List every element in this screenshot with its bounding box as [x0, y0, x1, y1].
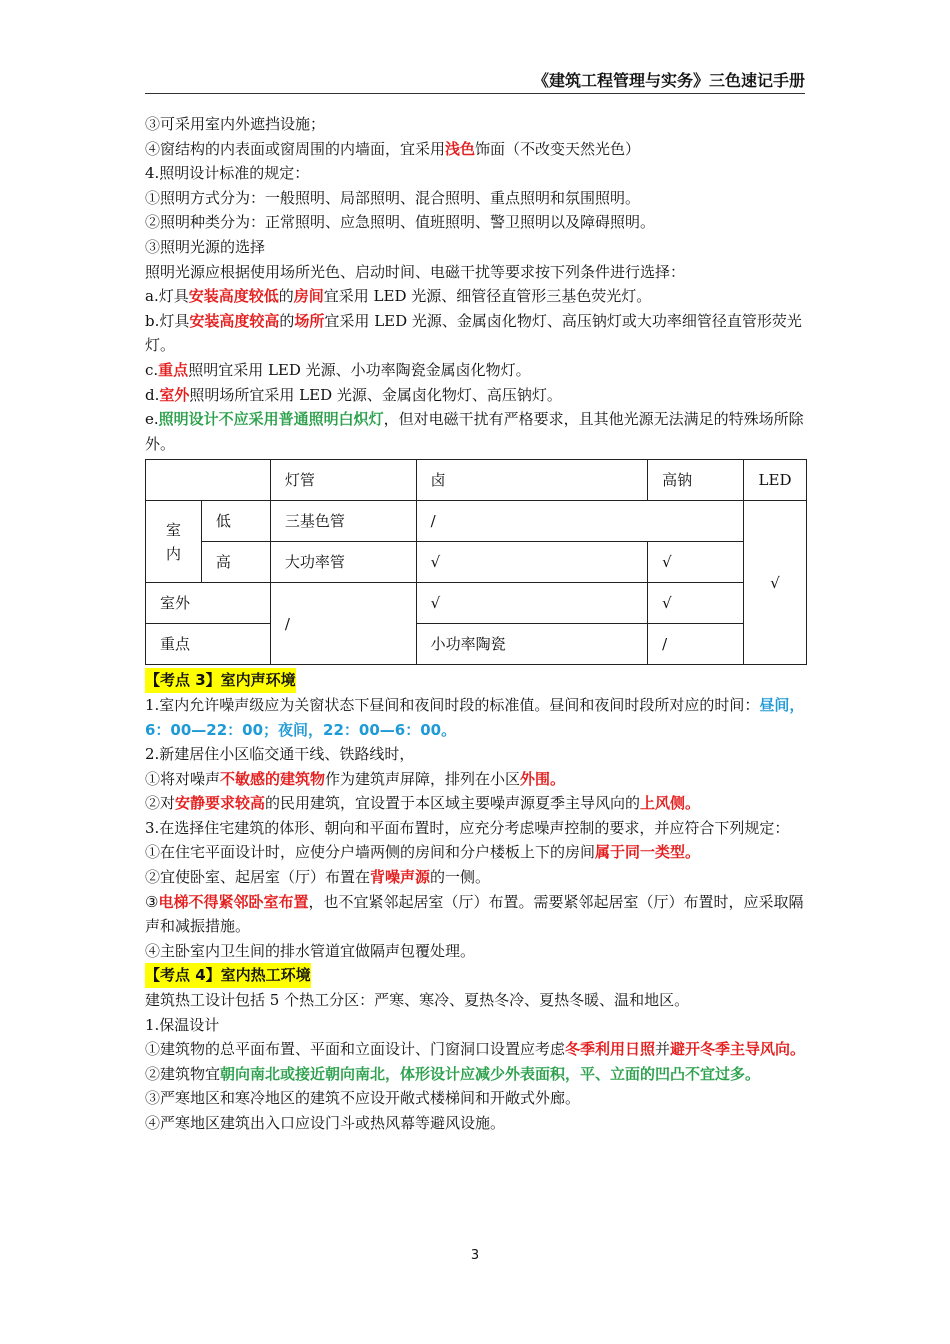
text-line: ①将对噪声不敏感的建筑物作为建筑声屏障，排列在小区外围。 [145, 769, 566, 788]
text-line: 1.室内允许噪声级应为关窗状态下昼间和夜间时段的标准值。昼间和夜间时段所对应的时间：昼间，6：00—22：00；夜间，22：00—6：00。 [145, 695, 805, 739]
table-header: LED [744, 460, 807, 501]
table-cell: 重点 [146, 624, 271, 665]
table-cell: / [648, 624, 744, 665]
text-line: ④主卧室内卫生间的排水管道宜做隔声包覆处理。 [145, 941, 476, 960]
table-cell: √ [744, 501, 807, 665]
document-body [145, 112, 807, 1136]
table-header: 高钠 [648, 460, 744, 501]
page-number: 3 [470, 1248, 480, 1263]
text-line: ②对安静要求较高的民用建筑，宜设置于本区域主要噪声源夏季主导风向的上风侧。 [145, 794, 701, 813]
section-title: 【考点 4】室内热工环境 [145, 963, 807, 988]
text-line: 照明光源应根据使用场所光色、启动时间、电磁干扰等要求按下列条件进行选择： [145, 262, 686, 281]
text-line: c.重点照明宜采用 LED 光源、小功率陶瓷金属卤化物灯。 [145, 360, 531, 379]
text-line: a.灯具安装高度较低的房间宜采用 LED 光源、细管径直管形三基色荧光灯。 [145, 287, 652, 306]
text-line: ③电梯不得紧邻卧室布置，也不宜紧邻起居室（厅）布置。需要紧邻起居室（厅）布置时，应采取隔声和减振措施。 [145, 892, 804, 936]
text-line: ②照明种类分为：正常照明、应急照明、值班照明、警卫照明以及障碍照明。 [145, 213, 656, 232]
table-header: 卤 [416, 460, 648, 501]
text-line: e.照明设计不应采用普通照明白炽灯，但对电磁干扰有严格要求，且其他光源无法满足的特殊场所除外。 [145, 410, 804, 453]
text-line: b.灯具安装高度较高的场所宜采用 LED 光源、金属卤化物灯、高压钠灯或大功率细管径直管形荧光灯。 [145, 311, 802, 355]
text-line: ①建筑物的总平面布置、平面和立面设计、门窗洞口设置应考虑冬季利用日照并避开冬季主导风向。 [145, 1040, 806, 1059]
text-line: ③照明光源的选择 [145, 237, 266, 256]
text-line: d.室外照明场所宜采用 LED 光源、金属卤化物灯、高压钠灯。 [145, 385, 562, 404]
header-divider [145, 93, 805, 94]
table-corner-cell [146, 460, 271, 501]
text-line: 2.新建居住小区临交通干线、铁路线时， [145, 745, 415, 764]
text-line: ③可采用室内外遮挡设施； [145, 115, 326, 133]
table-cell: √ [416, 583, 648, 624]
text-line: 建筑热工设计包括 5 个热工分区：严寒、寒冷、夏热冬冷、夏热冬暖、温和地区。 [145, 991, 690, 1010]
text-line: 4.照明设计标准的规定： [145, 164, 310, 183]
text-line: ②建筑物宜朝向南北或接近朝向南北，体形设计应减少外表面积，平、立面的凹凸不宜过多。 [145, 1064, 761, 1083]
table-cell: √ [648, 542, 744, 583]
table-cell: 小功率陶瓷 [416, 624, 648, 665]
text-line: ④严寒地区建筑出入口应设门斗或热风幕等避风设施。 [145, 1114, 506, 1132]
text-line: 1.保温设计 [145, 1015, 220, 1034]
text-line: 3.在选择住宅建筑的体形、朝向和平面布置时，应充分考虑噪声控制的要求，并应符合下列规定： [145, 818, 790, 837]
section-title: 【考点 3】室内声环境 [145, 668, 807, 693]
table-cell: 大功率管 [270, 542, 416, 583]
page-header: 《建筑工程管理与实务》三色速记手册 [532, 71, 805, 90]
text-line: ①在住宅平面设计时，应使分户墙两侧的房间和分户楼板上下的房间属于同一类型。 [145, 843, 701, 862]
text-line: ①照明方式分为：一般照明、局部照明、混合照明、重点照明和氛围照明。 [145, 188, 641, 207]
table-cell: / [416, 501, 743, 542]
table-cell: 室 内 [146, 501, 202, 583]
text-line: ③严寒地区和寒冷地区的建筑不应设开敞式楼梯间和开敞式外廊。 [145, 1089, 581, 1108]
table-cell: 三基色管 [270, 501, 416, 542]
table-cell: 高 [201, 542, 270, 583]
table-cell: / [270, 583, 416, 665]
table-cell: 室外 [146, 583, 271, 624]
text-line: ②宜使卧室、起居室（厅）布置在背噪声源的一侧。 [145, 868, 491, 887]
light-source-table [145, 459, 807, 665]
table-cell: √ [416, 542, 648, 583]
text-line: ④窗结构的内表面或窗周围的内墙面，宜采用浅色饰面（不改变天然光色） [145, 139, 641, 158]
table-cell: √ [648, 583, 744, 624]
table-cell: 低 [201, 501, 270, 542]
table-header: 灯管 [270, 460, 416, 501]
